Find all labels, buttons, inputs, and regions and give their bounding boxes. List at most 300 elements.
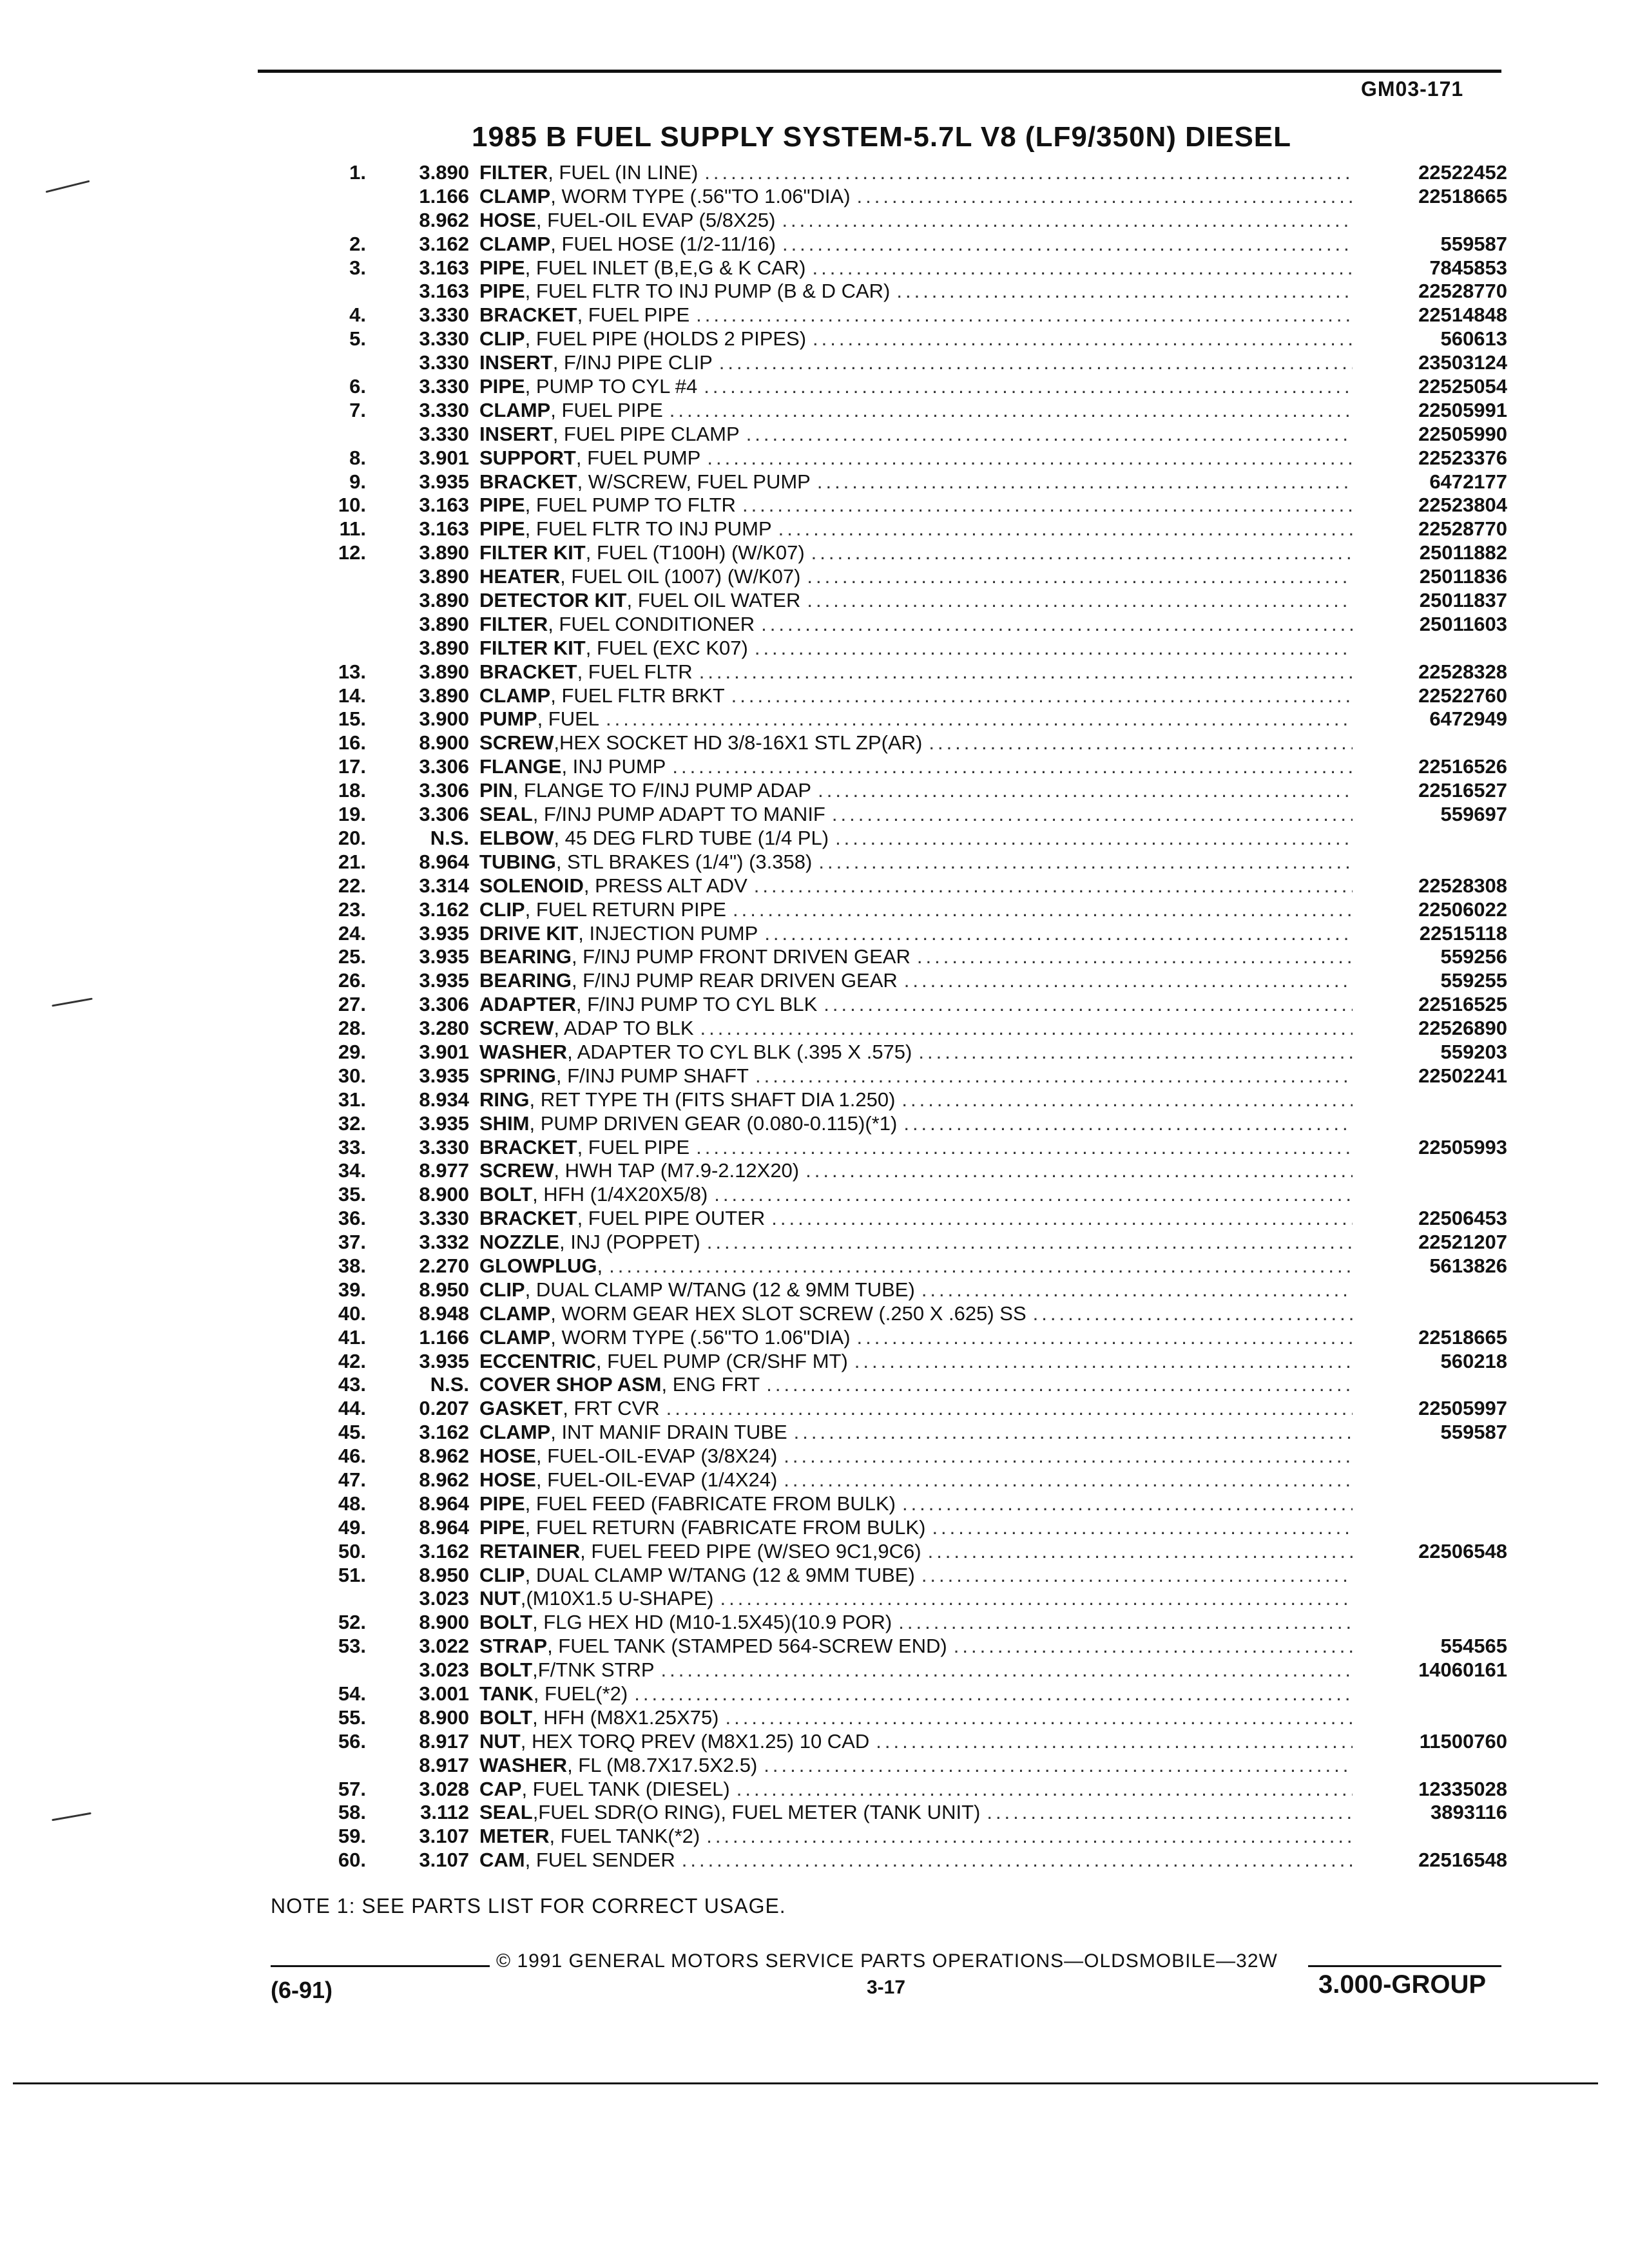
leader-dots xyxy=(800,589,1353,613)
leader-dots xyxy=(747,874,1353,898)
ref-number: 11. xyxy=(339,517,366,541)
part-row xyxy=(296,945,1514,969)
part-number: 22506022 xyxy=(1418,898,1507,921)
part-detail: , STL BRAKES (1/4") (3.358) xyxy=(555,850,813,873)
part-row xyxy=(296,1064,1514,1088)
leader-dots xyxy=(700,447,1353,470)
group-number: 3.890 xyxy=(419,161,469,184)
usage-note: NOTE 1: SEE PARTS LIST FOR CORRECT USAGE. xyxy=(271,1894,786,1917)
leader-dots xyxy=(912,1041,1353,1064)
part-detail: , FUEL PIPE (HOLDS 2 PIPES) xyxy=(525,327,807,351)
part-description xyxy=(479,1849,1353,1872)
bottom-rule xyxy=(13,2082,1598,2084)
part-detail: , FUEL FEED (FABRICATE FROM BULK) xyxy=(525,1492,896,1515)
part-detail: , ENG FRT xyxy=(661,1373,760,1396)
part-row xyxy=(296,1136,1514,1160)
part-description xyxy=(479,327,1353,351)
part-row xyxy=(296,731,1514,755)
group-number: 0.207 xyxy=(419,1397,469,1420)
part-description xyxy=(479,707,1353,731)
part-row xyxy=(296,1825,1514,1849)
part-row xyxy=(296,1754,1514,1778)
leader-dots xyxy=(825,803,1353,827)
ref-number: 46. xyxy=(338,1445,366,1468)
part-row xyxy=(296,233,1514,256)
part-description xyxy=(479,1492,1353,1516)
part-row xyxy=(296,1302,1514,1326)
part-row xyxy=(296,827,1514,850)
part-number: 7845853 xyxy=(1429,256,1507,279)
part-description xyxy=(479,1564,1353,1588)
ref-number: 33. xyxy=(338,1135,366,1158)
ref-number: 8. xyxy=(349,446,366,469)
group-number: 3.890 xyxy=(419,565,469,588)
part-number: 22528328 xyxy=(1418,660,1507,683)
ref-number: 4. xyxy=(349,303,366,327)
group-number: 8.964 xyxy=(419,1492,469,1515)
part-description xyxy=(479,945,1353,969)
part-row xyxy=(296,1350,1514,1374)
group-number: 3.163 xyxy=(419,517,469,541)
group-number: 8.948 xyxy=(419,1302,469,1325)
group-number: 3.935 xyxy=(419,1064,469,1087)
leader-dots xyxy=(925,1516,1353,1540)
part-name: BEARING xyxy=(479,969,572,992)
part-row xyxy=(296,850,1514,874)
leader-dots xyxy=(915,1278,1353,1302)
group-number: 3.306 xyxy=(419,803,469,826)
leader-dots xyxy=(749,1064,1353,1088)
part-number: 25011836 xyxy=(1419,565,1507,588)
part-name: BRACKET xyxy=(479,470,577,493)
leader-dots xyxy=(675,1849,1353,1872)
part-detail: , FUEL FLTR TO INJ PUMP xyxy=(525,517,772,541)
part-name: CAM xyxy=(479,1849,525,1872)
part-name: BOLT xyxy=(479,1183,533,1206)
part-detail: , FUEL FLTR xyxy=(577,660,693,683)
group-number: 3.935 xyxy=(419,969,469,992)
part-detail: , FUEL(*2) xyxy=(533,1682,628,1705)
ref-number: 44. xyxy=(338,1397,366,1420)
part-description xyxy=(479,1159,1353,1183)
part-name: DETECTOR KIT xyxy=(479,589,627,612)
part-row xyxy=(296,1587,1514,1611)
ref-number: 38. xyxy=(338,1254,366,1277)
part-detail: , FRT CVR xyxy=(563,1397,660,1420)
part-name: ELBOW xyxy=(479,826,554,849)
part-detail: , F/INJ PIPE CLIP xyxy=(552,351,713,374)
part-row xyxy=(296,803,1514,827)
part-description xyxy=(479,1825,1353,1849)
part-name: INSERT xyxy=(479,422,553,445)
leader-dots xyxy=(775,209,1353,233)
part-name: SHIM xyxy=(479,1111,530,1135)
part-description xyxy=(479,922,1353,946)
document-id: GM03-171 xyxy=(1361,77,1464,101)
ref-number: 53. xyxy=(338,1635,366,1658)
leader-dots xyxy=(980,1801,1353,1825)
part-name: GLOWPLUG xyxy=(479,1254,597,1277)
group-number: 3.306 xyxy=(419,755,469,778)
part-description xyxy=(479,1421,1353,1445)
ref-number: 24. xyxy=(338,921,366,945)
part-description xyxy=(479,1183,1353,1207)
ref-number: 36. xyxy=(338,1207,366,1230)
ref-number: 35. xyxy=(338,1183,366,1206)
leader-dots xyxy=(892,1611,1353,1635)
scan-mark xyxy=(46,180,90,193)
group-number: 8.950 xyxy=(419,1563,469,1586)
ref-number: 45. xyxy=(338,1421,366,1444)
part-number: 22505991 xyxy=(1418,398,1507,421)
part-name: FILTER KIT xyxy=(479,541,586,564)
group-number: 8.900 xyxy=(419,1611,469,1634)
leader-dots xyxy=(713,351,1353,375)
part-description xyxy=(479,637,1353,660)
part-number: 559203 xyxy=(1440,1040,1507,1063)
ref-number: 40. xyxy=(338,1302,366,1325)
part-name: TANK xyxy=(479,1682,534,1705)
part-name: HEATER xyxy=(479,565,561,588)
part-detail: , FUEL TANK (DIESEL) xyxy=(521,1777,730,1800)
part-row xyxy=(296,1278,1514,1302)
part-description xyxy=(479,1611,1353,1635)
leader-dots xyxy=(760,1373,1353,1397)
leader-dots xyxy=(755,613,1353,637)
leader-dots xyxy=(829,827,1353,850)
ref-number: 48. xyxy=(338,1492,366,1515)
group-number: 8.917 xyxy=(419,1753,469,1776)
part-description xyxy=(479,470,1353,494)
part-name: CLIP xyxy=(479,1563,525,1586)
part-name: BOLT xyxy=(479,1658,533,1682)
part-row xyxy=(296,185,1514,209)
part-name: SEAL xyxy=(479,803,533,826)
part-name: RING xyxy=(479,1088,530,1111)
group-number: 3.330 xyxy=(419,351,469,374)
part-row xyxy=(296,1445,1514,1468)
copyright-notice: © 1991 GENERAL MOTORS SERVICE PARTS OPERATIONS—OLDSMOBILE—32W xyxy=(496,1950,1278,1972)
part-row xyxy=(296,1516,1514,1540)
ref-number: 27. xyxy=(338,993,366,1016)
part-number: 22523804 xyxy=(1418,494,1507,517)
part-row xyxy=(296,256,1514,280)
part-detail: , DUAL CLAMP W/TANG (12 & 9MM TUBE) xyxy=(525,1563,915,1586)
ref-number: 55. xyxy=(338,1706,366,1729)
part-number: 25011603 xyxy=(1419,612,1507,635)
part-detail: ,(M10X1.5 U-SHAPE) xyxy=(520,1587,714,1610)
part-name: SUPPORT xyxy=(479,446,576,469)
leader-dots xyxy=(689,303,1353,327)
part-description xyxy=(479,1730,1353,1754)
part-description xyxy=(479,1658,1353,1682)
leader-dots xyxy=(817,993,1353,1017)
part-number: 22515118 xyxy=(1419,921,1507,945)
part-description xyxy=(479,1278,1353,1302)
part-row xyxy=(296,993,1514,1017)
group-number: 3.890 xyxy=(419,636,469,659)
leader-dots xyxy=(848,1350,1353,1374)
leader-dots xyxy=(851,1326,1353,1350)
part-description xyxy=(479,1326,1353,1350)
part-detail: , F/INJ PUMP REAR DRIVEN GEAR xyxy=(571,969,898,992)
part-detail: , FUEL xyxy=(537,707,600,731)
ref-number: 20. xyxy=(338,826,366,849)
part-description xyxy=(479,755,1353,779)
leader-dots xyxy=(947,1635,1353,1658)
group-number: 8.964 xyxy=(419,1515,469,1539)
part-description xyxy=(479,1706,1353,1730)
part-description xyxy=(479,731,1353,755)
leader-dots xyxy=(890,280,1353,303)
part-name: BRACKET xyxy=(479,1135,577,1158)
part-detail: , FUEL PIPE OUTER xyxy=(577,1207,766,1230)
part-detail: , F/INJ PUMP ADAPT TO MANIF xyxy=(532,803,825,826)
part-detail: ,HEX SOCKET HD 3/8-16X1 STL ZP(AR) xyxy=(554,731,923,754)
part-name: INSERT xyxy=(479,351,553,374)
ref-number: 58. xyxy=(338,1801,366,1824)
part-name: BRACKET xyxy=(479,660,577,683)
part-description xyxy=(479,1445,1353,1468)
part-detail: , FUEL (EXC K07) xyxy=(585,636,748,659)
part-row xyxy=(296,898,1514,922)
part-detail: , FUEL PUMP (CR/SHF MT) xyxy=(595,1349,848,1372)
revision-date: (6-91) xyxy=(271,1977,333,2003)
part-detail: ,F/TNK STRP xyxy=(532,1658,655,1682)
part-row xyxy=(296,1635,1514,1658)
ref-number: 42. xyxy=(338,1349,366,1372)
part-name: ADAPTER xyxy=(479,993,576,1016)
leader-dots xyxy=(697,375,1353,399)
part-detail: , HWH TAP (M7.9-2.12X20) xyxy=(554,1159,800,1182)
leader-dots xyxy=(719,1706,1353,1730)
part-number: 22525054 xyxy=(1418,375,1507,398)
part-row xyxy=(296,1373,1514,1397)
leader-dots xyxy=(708,1183,1353,1207)
group-number: 3.162 xyxy=(419,1539,469,1562)
part-name: CLAMP xyxy=(479,398,551,421)
part-detail: , FUEL PIPE xyxy=(550,398,663,421)
part-row xyxy=(296,1397,1514,1421)
part-number: 22505990 xyxy=(1418,422,1507,445)
part-number: 3893116 xyxy=(1431,1801,1507,1824)
ref-number: 49. xyxy=(338,1515,366,1539)
part-row xyxy=(296,1421,1514,1445)
page-number: 3-17 xyxy=(867,1977,906,1998)
leader-dots xyxy=(700,1231,1353,1254)
part-row xyxy=(296,1730,1514,1754)
part-description xyxy=(479,779,1353,803)
part-detail: , PUMP DRIVEN GEAR (0.080-0.115)(*1) xyxy=(529,1111,898,1135)
leader-dots xyxy=(736,494,1353,517)
part-row xyxy=(296,613,1514,637)
leader-dots xyxy=(748,637,1353,660)
ref-number: 32. xyxy=(338,1111,366,1135)
ref-number: 31. xyxy=(338,1088,366,1111)
group-number: 1.166 xyxy=(419,184,469,207)
part-name: HOSE xyxy=(479,208,536,231)
leader-dots xyxy=(1027,1302,1353,1326)
part-detail: , ADAP TO BLK xyxy=(554,1017,694,1040)
group-number: 3.112 xyxy=(420,1801,469,1824)
part-number: 25011837 xyxy=(1419,589,1507,612)
part-name: SEAL xyxy=(479,1801,533,1824)
part-description xyxy=(479,1302,1353,1326)
part-description xyxy=(479,1373,1353,1397)
part-description xyxy=(479,303,1353,327)
part-detail: , FLG HEX HD (M10-1.5X45)(10.9 POR) xyxy=(532,1611,892,1634)
ref-number: 5. xyxy=(349,327,366,351)
part-row xyxy=(296,1492,1514,1516)
part-name: RETAINER xyxy=(479,1539,581,1562)
group-number: 3.901 xyxy=(419,446,469,469)
part-name: SOLENOID xyxy=(479,874,584,897)
part-row xyxy=(296,423,1514,447)
ref-number: 22. xyxy=(338,874,366,897)
part-description xyxy=(479,1682,1353,1706)
group-number: 3.107 xyxy=(419,1849,469,1872)
group-number: 3.330 xyxy=(419,398,469,421)
part-detail: , FUEL (T100H) (W/K07) xyxy=(585,541,805,564)
part-row xyxy=(296,399,1514,423)
leader-dots xyxy=(896,1492,1353,1516)
leader-dots xyxy=(800,565,1353,589)
part-number: 25011882 xyxy=(1419,541,1507,564)
part-number: 22528308 xyxy=(1418,874,1507,897)
part-detail: , FUEL-OIL-EVAP (3/8X24) xyxy=(535,1445,778,1468)
part-number: 6472949 xyxy=(1429,707,1507,731)
part-row xyxy=(296,589,1514,613)
part-description xyxy=(479,1778,1353,1802)
part-name: METER xyxy=(479,1825,550,1848)
part-description xyxy=(479,280,1353,303)
leader-dots xyxy=(799,1159,1353,1183)
part-number: 5613826 xyxy=(1429,1254,1507,1277)
ref-number: 6. xyxy=(349,375,366,398)
part-detail: , FUEL TANK(*2) xyxy=(549,1825,700,1848)
group-number: 3.163 xyxy=(419,256,469,279)
part-row xyxy=(296,637,1514,660)
part-name: FILTER xyxy=(479,161,548,184)
part-name: CLIP xyxy=(479,327,525,351)
part-row xyxy=(296,1041,1514,1064)
part-name: CLIP xyxy=(479,1278,525,1301)
leader-dots xyxy=(663,399,1353,423)
ref-number: 51. xyxy=(338,1563,366,1586)
part-row xyxy=(296,541,1514,565)
group-number: 8.900 xyxy=(419,1706,469,1729)
ref-number: 34. xyxy=(338,1159,366,1182)
group-number: 3.900 xyxy=(419,707,469,731)
group-number: 3.330 xyxy=(419,1135,469,1158)
part-number: 560613 xyxy=(1440,327,1507,351)
part-name: ECCENTRIC xyxy=(479,1349,596,1372)
part-detail: , HFH (1/4X20X5/8) xyxy=(532,1183,708,1206)
part-number: 14060161 xyxy=(1418,1658,1507,1682)
part-description xyxy=(479,1468,1353,1492)
group-number: 3.022 xyxy=(419,1635,469,1658)
part-name: BRACKET xyxy=(479,303,577,327)
part-name: CLIP xyxy=(479,898,525,921)
part-row xyxy=(296,922,1514,946)
group-number: 3.280 xyxy=(419,1017,469,1040)
part-name: HOSE xyxy=(479,1468,536,1491)
part-description xyxy=(479,898,1353,922)
part-description xyxy=(479,613,1353,637)
part-number: 22522452 xyxy=(1418,161,1507,184)
part-name: PIPE xyxy=(479,494,525,517)
part-description xyxy=(479,209,1353,233)
leader-dots xyxy=(765,1207,1353,1231)
part-number: 559587 xyxy=(1440,232,1507,255)
leader-dots xyxy=(757,1754,1353,1778)
part-name: FLANGE xyxy=(479,755,562,778)
part-description xyxy=(479,1207,1353,1231)
part-name: PIPE xyxy=(479,280,525,303)
leader-dots xyxy=(922,731,1353,755)
ref-number: 25. xyxy=(338,945,366,968)
part-description xyxy=(479,1112,1353,1136)
part-detail: , HFH (M8X1.25X75) xyxy=(532,1706,719,1729)
part-row xyxy=(296,1682,1514,1706)
part-description xyxy=(479,1064,1353,1088)
part-row xyxy=(296,1183,1514,1207)
part-description xyxy=(479,1041,1353,1064)
group-number: 3.890 xyxy=(419,541,469,564)
group-number: 3.935 xyxy=(419,470,469,493)
part-name: CLAMP xyxy=(479,184,551,207)
part-detail: , WORM GEAR HEX SLOT SCREW (.250 X .625) SS xyxy=(550,1302,1027,1325)
part-detail: , ADAPTER TO CYL BLK (.395 X .575) xyxy=(567,1040,912,1063)
ref-number: 26. xyxy=(338,969,366,992)
part-name: BOLT xyxy=(479,1706,533,1729)
leader-dots xyxy=(898,969,1353,993)
part-detail: , FUEL PIPE CLAMP xyxy=(552,422,740,445)
part-description xyxy=(479,447,1353,470)
leader-dots xyxy=(787,1421,1353,1445)
part-number: 22528770 xyxy=(1418,517,1507,541)
part-detail: , FLANGE TO F/INJ PUMP ADAP xyxy=(512,779,812,802)
footer-rule-right xyxy=(1308,1965,1501,1967)
leader-dots xyxy=(730,1778,1353,1802)
part-name: SPRING xyxy=(479,1064,556,1087)
part-number: 22516525 xyxy=(1418,993,1507,1016)
parts-list xyxy=(296,161,1514,1872)
part-detail: , FUEL PIPE xyxy=(577,303,690,327)
part-description xyxy=(479,874,1353,898)
part-detail: , INJ PUMP xyxy=(561,755,666,778)
part-detail: , F/INJ PUMP TO CYL BLK xyxy=(575,993,818,1016)
part-description xyxy=(479,1017,1353,1041)
part-number: 560218 xyxy=(1440,1349,1507,1372)
ref-number: 7. xyxy=(349,398,366,421)
part-description xyxy=(479,684,1353,708)
part-name: CAP xyxy=(479,1777,522,1800)
leader-dots xyxy=(700,1825,1353,1849)
part-detail: , HEX TORQ PREV (M8X1.25) 10 CAD xyxy=(520,1729,870,1753)
page-title: 1985 B FUEL SUPPLY SYSTEM-5.7L V8 (LF9/350N) DIESEL xyxy=(472,121,1292,153)
group-number: 3.306 xyxy=(419,779,469,802)
footer-rule-left xyxy=(271,1965,490,1967)
ref-number: 3. xyxy=(349,256,366,279)
ref-number: 1. xyxy=(349,161,366,184)
group-number: N.S. xyxy=(430,1373,469,1396)
part-number: 22528770 xyxy=(1418,280,1507,303)
part-detail: , FUEL HOSE (1/2-11/16) xyxy=(550,232,776,255)
part-name: DRIVE KIT xyxy=(479,921,579,945)
part-name: SCREW xyxy=(479,1017,554,1040)
part-name: SCREW xyxy=(479,1159,554,1182)
